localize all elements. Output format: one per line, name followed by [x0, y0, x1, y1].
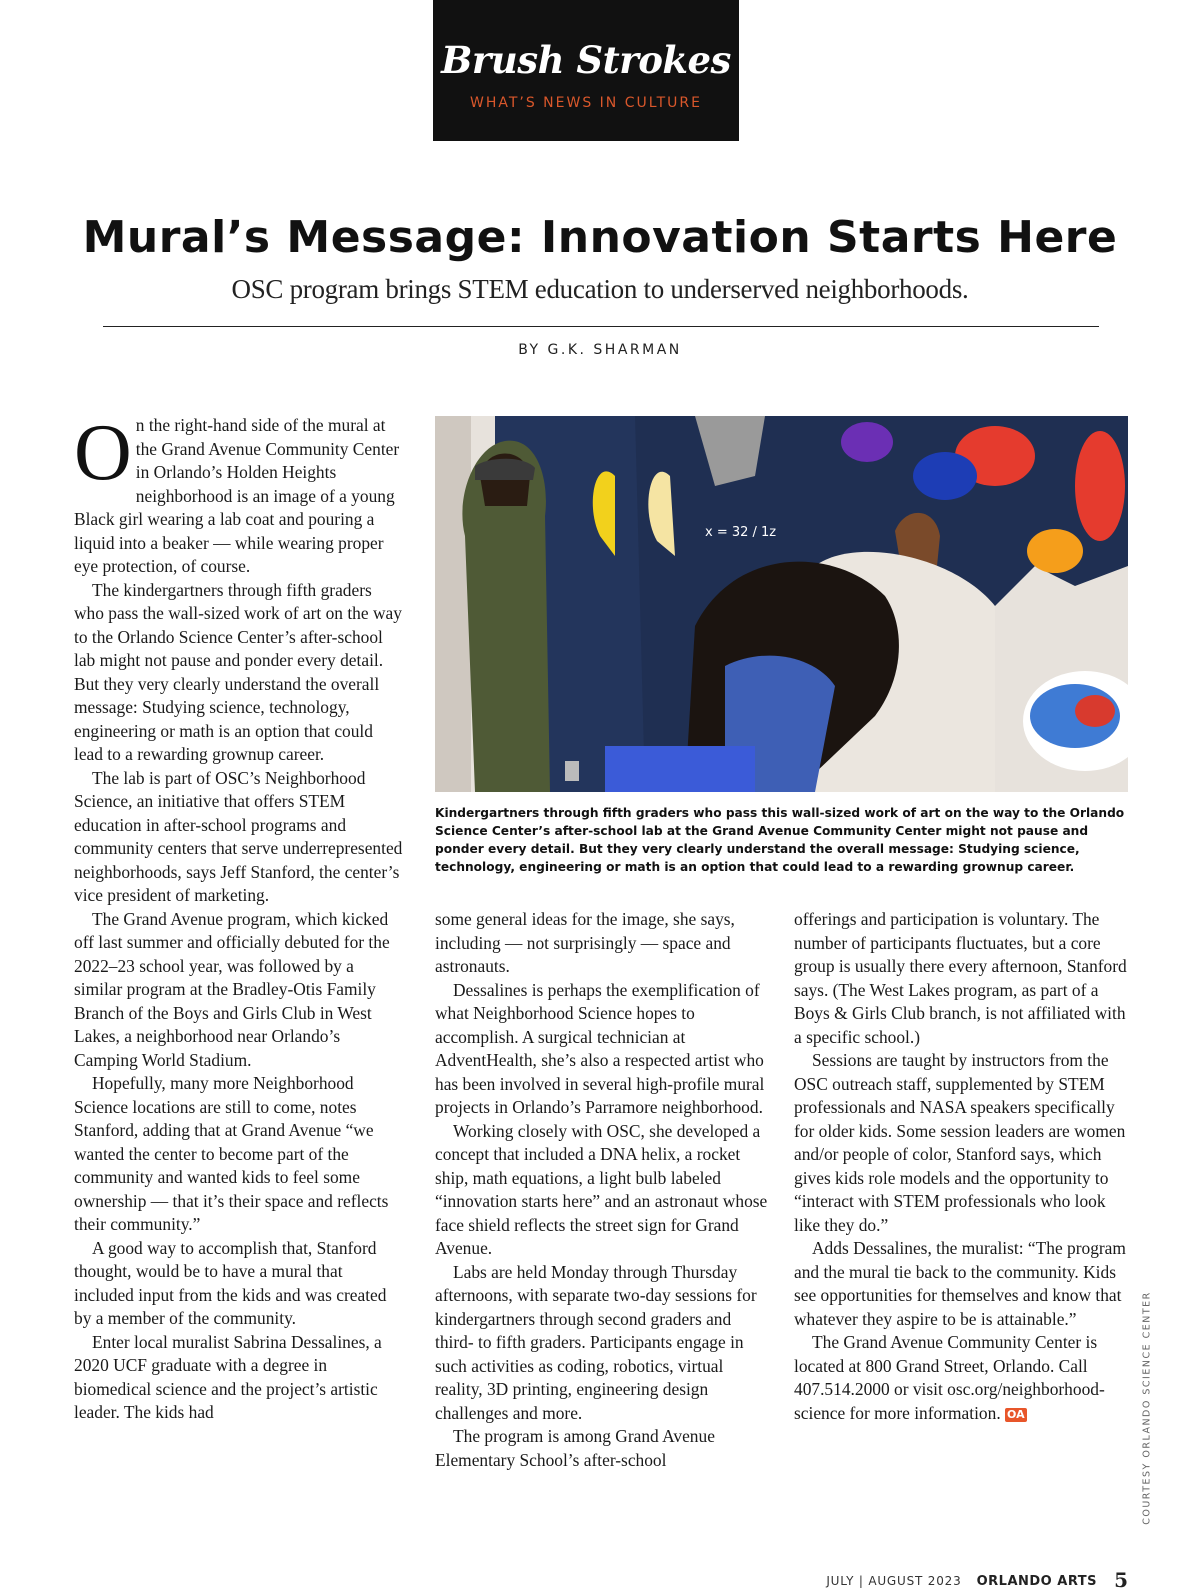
paragraph: offerings and participation is voluntary. The number of participants fluctuates, but a core group is usually there every afternoon, Stanford says. (The West Lakes program, as part of a Boys & Girls Club branch, is not affiliated with a specific school.)	[794, 909, 1127, 1047]
paragraph: Labs are held Monday through Thursday afternoons, with separate two-day sessions for kindergartners through second graders and third- to fifth graders. Participants engage in such activities as coding, robotics, virtual reality, 3D printing, engineering design challenges and more.	[435, 1261, 757, 1423]
article-column-2	[435, 908, 769, 1472]
paragraph: Working closely with OSC, she developed a concept that included a DNA helix, a rocket ship, math equations, a light bulb labeled “innovation starts here” and an astronaut whose face shield reflects the street sign for Grand Avenue.	[435, 1120, 768, 1258]
paragraph: Adds Dessalines, the muralist: “The program and the mural tie back to the community. Kids see opportunities for themselves and know that whatever they aspire to be is attainable.”	[794, 1238, 1126, 1329]
paragraph: The program is among Grand Avenue Elementary School’s after-school	[435, 1426, 715, 1470]
article-column-1	[74, 409, 406, 1425]
photo-caption: Kindergartners through fifth graders who pass this wall-sized work of art on the way to the Orlando Science Center’s after-school lab at the Grand Avenue Community Center might not pause and ponder every detail. But they very clearly understand the overall message: Studying science, technology, engineering or math is an option that could lead to a rewarding grownup career.	[435, 806, 1125, 874]
paragraph: Dessalines is perhaps the exemplification of what Neighborhood Science hopes to accomplish. A surgical technician at AdventHealth, she’s also a respected artist who has been involved in several high-profile mural projects in Orlando’s Parramore neighborhood.	[435, 979, 765, 1117]
end-mark: OA	[1007, 1407, 1025, 1421]
paragraph: A good way to accomplish that, Stanford thought, would be to have a mural that included input from the kids and was created by a member of the community.	[74, 1237, 387, 1328]
section-subtitle: WHAT’S NEWS IN CULTURE	[469, 95, 702, 111]
paragraph: The kindergartners through fifth graders who pass the wall-sized work of art on the way to the Orlando Science Center’s after-school lab might not pause and ponder every detail. But they very clearly understand the overall message: Studying science, technology, engineering or math is an option that could lead to a rewarding grownup career.	[74, 579, 402, 764]
page-number: 5	[1114, 1568, 1128, 1592]
paragraph: Sessions are taught by instructors from the OSC outreach staff, supplemented by STEM professionals and NASA speakers specifically for older kids. Some session leaders are women and/or people of color, Stanford says, which gives kids role models and the opportunity to “interact with STEM professionals who look like they do.”	[794, 1050, 1126, 1235]
page-footer	[826, 1568, 1128, 1592]
section-banner	[433, 0, 739, 141]
article-headline: Mural’s Message: Innovation Starts Here	[82, 212, 1118, 263]
paragraph: The lab is part of OSC’s Neighborhood Science, an initiative that offers STEM education in after-school programs and community centers that serve underrepresented neighborhoods, says Jeff Stanford, the center’s vice president of marketing.	[74, 767, 403, 905]
paragraph: some general ideas for the image, she says, including — not surprisingly — space and astronauts.	[435, 909, 735, 976]
magazine-name: ORLANDO ARTS	[976, 1574, 1097, 1589]
paragraph: The Grand Avenue Community Center is located at 800 Grand Street, Orlando. Call 407.514.2000 or visit osc.org/neighborhood-science for more information. OA	[794, 1332, 1105, 1423]
paragraph: Enter local muralist Sabrina Dessalines, a 2020 UCF graduate with a degree in biomedical science and the project’s artistic leader. The kids had	[74, 1331, 382, 1422]
article-column-3	[794, 908, 1128, 1425]
article-byline: BY G.K. SHARMAN	[518, 342, 682, 358]
paragraph: The Grand Avenue program, which kicked off last summer and officially debuted for the 2022–23 school year, was followed by a similar program at the Bradley-Otis Family Branch of the Boys and Girls Club in West Lakes, a neighborhood near Orlando’s Camping World Stadium.	[74, 908, 390, 1070]
issue-date: JULY | AUGUST 2023	[826, 1574, 962, 1588]
mural-equation: x = 32 / 1z	[705, 525, 777, 540]
paragraph: On the right-hand side of the mural at the Grand Avenue Community Center in Orlando’s Holden Heights neighborhood is an image of a young Black girl wearing a lab coat and pouring a liquid into a beaker — while wearing proper eye protection, of course.	[74, 409, 400, 576]
dropcap: O	[74, 409, 132, 497]
photo-credit: COURTESY ORLANDO SCIENCE CENTER	[1141, 1291, 1153, 1525]
section-title: Brush Strokes	[441, 38, 731, 82]
article-dek: OSC program brings STEM education to underserved neighborhoods.	[231, 274, 969, 304]
headline-rule	[103, 326, 1099, 327]
mural-photo	[435, 416, 1128, 792]
paragraph: Hopefully, many more Neighborhood Science locations are still to come, notes Stanford, adding that at Grand Avenue “we wanted the center to become part of the community and wanted kids to feel some ownership — that it’s their space and reflects their community.”	[74, 1073, 389, 1234]
